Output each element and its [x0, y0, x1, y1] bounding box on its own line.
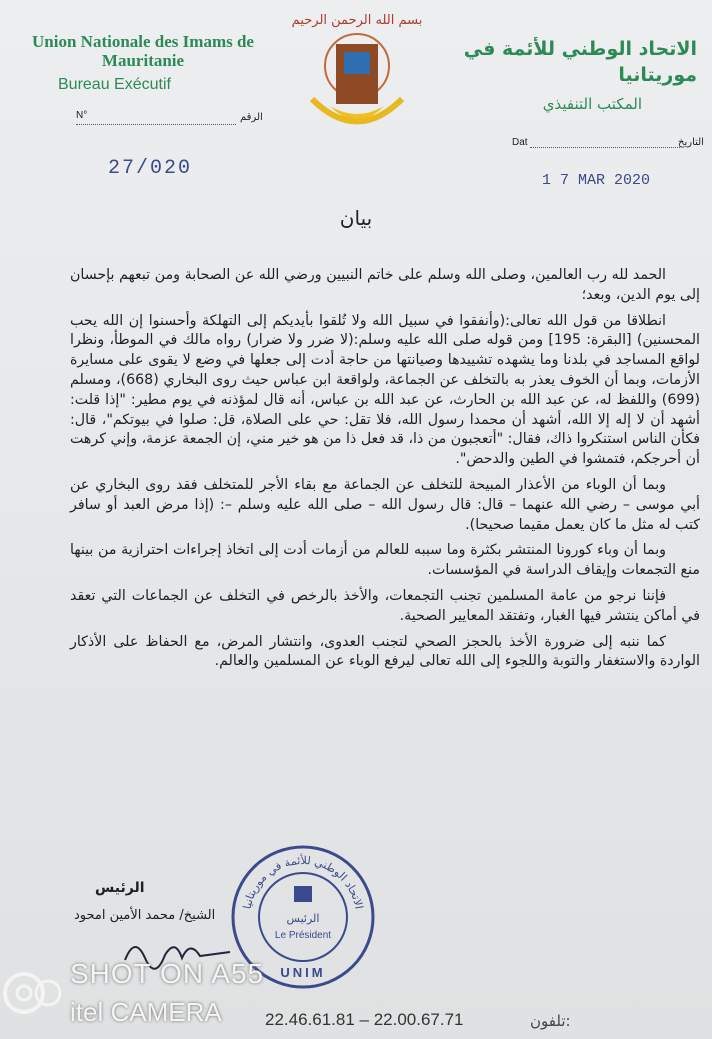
statement-body — [70, 266, 700, 678]
number-line — [76, 112, 236, 125]
bureau-fr: Bureau Exécutif — [58, 76, 171, 93]
book-icon — [344, 52, 370, 74]
bureau-ar: المكتب التنفيذي — [542, 95, 642, 113]
paragraph-evidence: انطلاقا من قول الله تعالى:(وأنفقوا في سبيل الله ولا تُلقوا بأيديكم إلى التهلكة وأحسنوا إن الله يحب المحسنين) [البقرة: 195] ومن قوله صلى الله عليه وسلم:(لا ضرر ولا ضرار) رواه مالك في الموطأ، ونظرا لواقع المساجد في بلدنا وما يشهده تشييدها وصيانتها من حاجة أدت إلى جعلها في وضع لا يقوى على مسايرة الأزمات، وبما أن الخوف يعذر به بالتخلف عن الجماعة، ولواقعة ابن عباس حيث روى البخاري (668)، ومسلم (699) واللفظ له، عن عبد الله بن الحارث، عن عبد الله بن عباس، أنه قال لمؤذنه في يوم مطير: "إذا قلت: أشهد أن لا إله إلا الله، أشهد أن محمدا رسول الله، فلا تقل: حي على الصلاة، قل: صلوا في بيوتكم"، قال: فكأن الناس استنكروا ذاك، فقال: "أتعجبون من ذا، قد فعل ذا من هو خير مني، إن الجمعة عزمة، وإني كرهت أن أحرجكم، فتمشوا في الطين والدحض". — [70, 312, 700, 468]
stamp-center-ar: الرئيس — [286, 912, 320, 925]
basmala-text: بسم الله الرحمن الرحيم — [291, 13, 423, 28]
paragraph-advice: كما ننبه إلى ضرورة الأخذ بالحجز الصحي لتجنب العدوى، وانتشار المرض، مع الحفاظ على الأذكار الواردة والاستغفار والتوبة واللجوء إلى الله تعالى ليرفع الوباء عن المسلمين والعالم. — [70, 633, 700, 670]
org-name-fr: Union Nationale des Imams de — [32, 32, 254, 51]
reference-number: 27/020 — [108, 157, 193, 180]
paragraph-request: فإننا نرجو من عامة المسلمين تجنب التجمعات، والأخذ بالرخص في التخلف عن الجماعات التي تعقد في أماكن ينتشر فيها الغبار، وتفتقد المعايير الصحية. — [70, 587, 700, 624]
stamp-center-fr: Le Président — [274, 930, 332, 941]
camera-logo-icon — [2, 968, 64, 1018]
camera-watermark-line2: itel CAMERA — [70, 997, 222, 1027]
camera-watermark-line1: SHOT ON A55 — [70, 958, 265, 989]
date-label-ar: التاريخ — [678, 137, 704, 148]
union-logo — [291, 4, 423, 139]
org-name-fr-line2: Mauritanie — [101, 51, 185, 70]
org-name-ar: الاتحاد الوطني للأئمة في موريتانيا — [463, 38, 697, 86]
date-line — [530, 147, 680, 148]
stamp-emblem-icon — [294, 886, 312, 902]
signature-name: الشيخ/ محمد الأمين امحود — [74, 908, 216, 923]
date-stamp: 1 7 MAR 2020 — [542, 172, 651, 189]
paragraph-intro: الحمد لله رب العالمين، وصلى الله وسلم على خاتم النبيين ورضي الله عن الصحابة ومن تبعهم بإحسان إلى يوم الدين، وبعد؛ — [70, 267, 700, 303]
paragraph-epidemic-excuse: وبما أن الوباء من الأعذار المبيحة للتخلف عن الجماعة مع بقاء الأجر للمتخلف فقد روى البخاري عن أبي موسى – رضي الله عنهما – قال: قال رسول الله – صلى الله عليه وسلم –: (إذا مرض العبد أو سافر كتب له مثل ما كان يعمل مقيما صحيحا). — [70, 476, 700, 533]
number-label-ar: الرقم — [240, 112, 263, 123]
footer-phone-label: تلفون: — [530, 1012, 571, 1030]
signature-title: الرئيس — [95, 880, 145, 896]
footer-phones: 22.46.61.81 – 22.00.67.71 — [265, 1010, 464, 1029]
document-title: بيان — [339, 206, 373, 230]
stamp-bottom-text: UNIM — [280, 965, 326, 980]
stamp-ring-text: الاتحاد الوطني للأئمة في موريتانيا — [240, 853, 366, 911]
number-label: N° — [76, 110, 88, 121]
date-label: Dat — [512, 137, 528, 148]
paragraph-corona: وبما أن وباء كورونا المنتشر بكثرة وما سببه للعالم من أزمات أدت إلى اتخاذ إجراءات احترازية من بينها منع التجمعات وإيقاف الدراسة في المؤسسات. — [70, 542, 700, 579]
